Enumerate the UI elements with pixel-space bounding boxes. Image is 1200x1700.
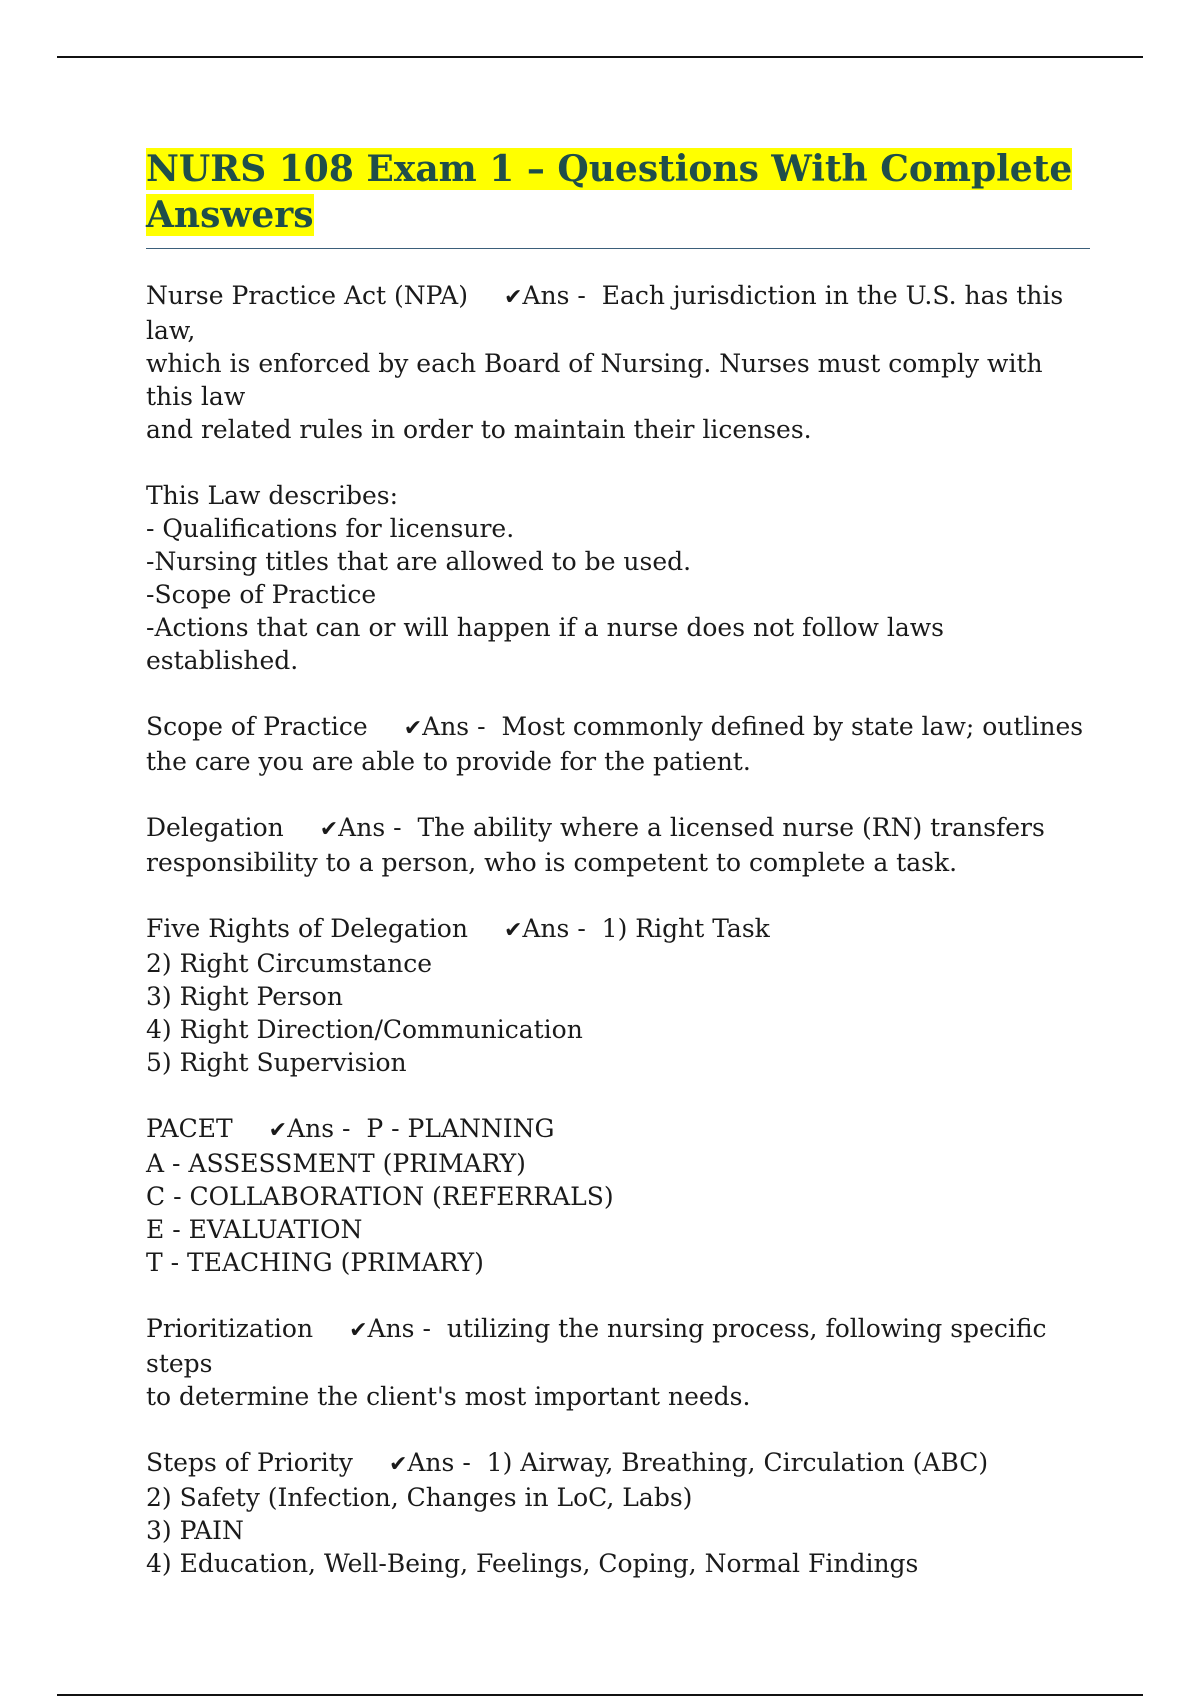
qa-answer-first: Most commonly defined by state law; outlines: [501, 712, 1084, 741]
ans-marker: [389, 1448, 487, 1477]
qa-answer-line: 3) Right Person: [146, 982, 343, 1011]
qa-term: Scope of Practice: [146, 712, 368, 741]
ans-separator: -: [569, 281, 602, 310]
qa-answer-line: A - ASSESSMENT (PRIMARY): [146, 1149, 526, 1178]
qa-answer-line: -Scope of Practice: [146, 580, 377, 609]
qa-answer-first: P - PLANNING: [366, 1114, 555, 1143]
qa-answer-line: E - EVALUATION: [146, 1215, 363, 1244]
ans-label: Ans: [287, 1114, 335, 1143]
qa-answer-first: utilizing the nursing process, following specific steps: [146, 1314, 1055, 1378]
qa-first-line: [146, 811, 1090, 846]
qa-answer-first: 1) Right Task: [601, 914, 770, 943]
qa-answer-line: which is enforced by each Board of Nursing. Nurses must comply with this law: [146, 349, 1051, 411]
title-line-2: Answers: [146, 194, 314, 236]
ans-marker: [349, 1314, 447, 1343]
checkmark-icon: ✔: [503, 918, 523, 943]
qa-term: Five Rights of Delegation: [146, 914, 468, 943]
ans-separator: -: [454, 1448, 487, 1477]
ans-label: Ans: [367, 1314, 415, 1343]
qa-answer-line: 4) Education, Well-Being, Feelings, Coping, Normal Findings: [146, 1549, 919, 1578]
qa-answer-line: C - COLLABORATION (REFERRALS): [146, 1182, 614, 1211]
ans-separator: -: [414, 1314, 447, 1343]
ans-separator: -: [569, 914, 602, 943]
qa-term: Delegation: [146, 813, 284, 842]
qa-entry: [146, 912, 1090, 1079]
ans-separator: -: [385, 813, 418, 842]
qa-answer-line: -Actions that can or will happen if a nurse does not follow laws established.: [146, 613, 952, 675]
title-line-1: NURS 108 Exam 1 – Questions With Complete: [146, 148, 1073, 190]
ans-label: Ans: [522, 281, 570, 310]
qa-entry: [146, 279, 1090, 446]
ans-marker: [504, 281, 602, 310]
ans-marker: [404, 712, 502, 741]
qa-answer-line: 2) Right Circumstance: [146, 949, 433, 978]
checkmark-icon: ✔: [319, 817, 339, 842]
ans-marker: [504, 914, 602, 943]
qa-term: Nurse Practice Act (NPA): [146, 281, 468, 310]
qa-answer-line: responsibility to a person, who is competent to complete a task.: [146, 848, 958, 877]
checkmark-icon: ✔: [503, 285, 523, 310]
qa-list: [146, 279, 1090, 1580]
qa-entry: [146, 1112, 1090, 1279]
qa-term: PACET: [146, 1114, 233, 1143]
qa-answer-line: - Qualifications for licensure.: [146, 514, 515, 543]
qa-answer-line: to determine the client's most important needs.: [146, 1382, 751, 1411]
qa-first-line: [146, 912, 1090, 947]
checkmark-icon: ✔: [403, 716, 423, 741]
ans-separator: -: [469, 712, 502, 741]
document-body: [146, 146, 1090, 1613]
qa-first-line: [146, 1312, 1090, 1380]
ans-marker: [320, 813, 418, 842]
checkmark-icon: ✔: [268, 1118, 288, 1143]
ans-label: Ans: [522, 914, 570, 943]
qa-entry: [146, 1312, 1090, 1413]
ans-label: Ans: [422, 712, 470, 741]
ans-label: Ans: [407, 1448, 455, 1477]
qa-term: Prioritization: [146, 1314, 314, 1343]
qa-answer-first: The ability where a licensed nurse (RN) transfers: [417, 813, 1045, 842]
qa-answer-first: Each jurisdiction in the U.S. has this law,: [146, 281, 1072, 345]
ans-label: Ans: [338, 813, 386, 842]
checkmark-icon: ✔: [349, 1318, 368, 1343]
qa-first-line: [146, 710, 1090, 745]
qa-first-line: [146, 1446, 1090, 1481]
ans-marker: [269, 1114, 367, 1143]
qa-answer-first: 1) Airway, Breathing, Circulation (ABC): [486, 1448, 989, 1477]
qa-answer-line: 2) Safety (Infection, Changes in LoC, Labs): [146, 1483, 693, 1512]
qa-entry: [146, 1446, 1090, 1580]
page-top-rule: [57, 56, 1143, 58]
qa-first-line: [146, 279, 1090, 347]
qa-answer-line: 5) Right Supervision: [146, 1048, 407, 1077]
page-title: [146, 146, 1090, 238]
title-underline: [146, 248, 1090, 249]
qa-entry: [146, 479, 1090, 677]
ans-separator: -: [334, 1114, 367, 1143]
checkmark-icon: ✔: [388, 1452, 408, 1477]
page-bottom-rule: [57, 1694, 1143, 1696]
qa-first-line: [146, 1112, 1090, 1147]
qa-entry: [146, 811, 1090, 879]
qa-answer-line: This Law describes:: [146, 481, 399, 510]
qa-answer-line: -Nursing titles that are allowed to be used.: [146, 547, 692, 576]
qa-answer-line: T - TEACHING (PRIMARY): [146, 1248, 484, 1277]
qa-answer-line: the care you are able to provide for the patient.: [146, 747, 751, 776]
qa-answer-line: and related rules in order to maintain their licenses.: [146, 415, 812, 444]
qa-answer-line: 3) PAIN: [146, 1516, 244, 1545]
qa-entry: [146, 710, 1090, 778]
qa-answer-line: 4) Right Direction/Communication: [146, 1015, 583, 1044]
qa-term: Steps of Priority: [146, 1448, 353, 1477]
